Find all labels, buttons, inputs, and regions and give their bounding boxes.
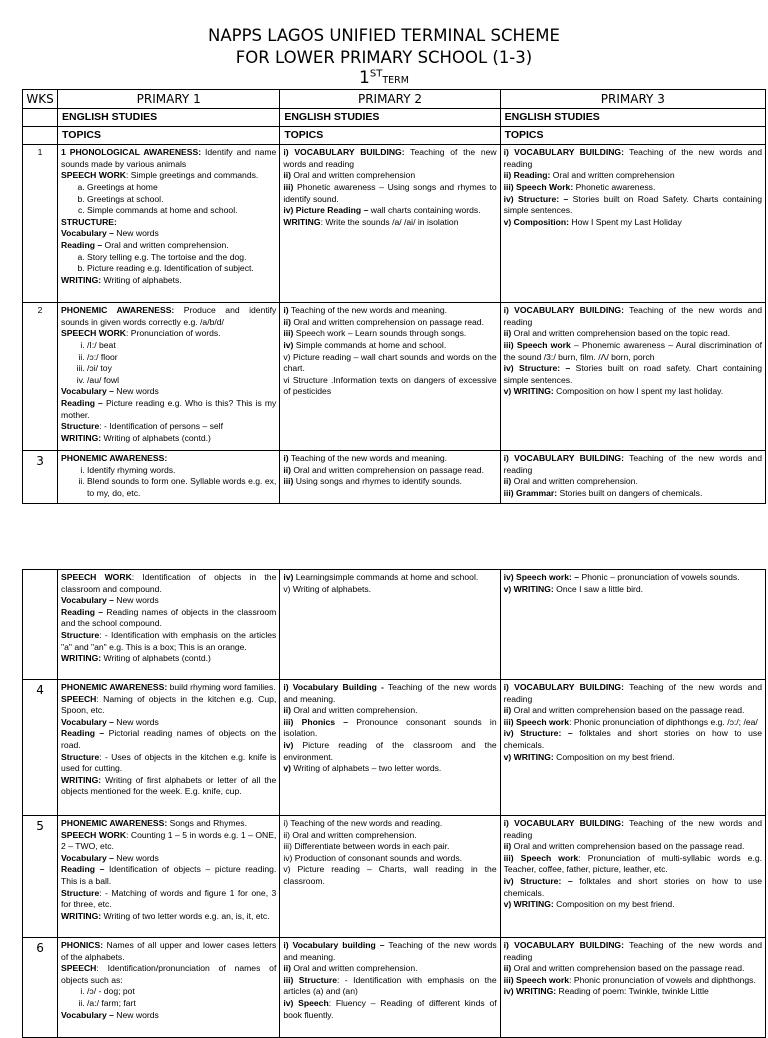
week-row-3-continued	[23, 570, 766, 680]
col-header-wks: WKS	[23, 90, 58, 109]
term-heading: 1STTERM	[359, 68, 409, 88]
week4-primary1-cell: PHONEMIC AWARENESS: build rhyming word families. SPEECH: Naming of objects in the kitchen e.g. Cup, Spoon, etc. Vocabulary – New words Reading – Pictorial reading names of objects on the road. Structure: - Uses of objects in the kitchen e.g. knife is used for cutting. WRITING: Writing of first alphabets or letter of all the objects mentioned for the week. E.g. knife, cup.	[58, 680, 280, 816]
subject-label: ENGLISH STUDIES	[58, 109, 280, 127]
week3-primary3-cell: i) VOCABULARY BUILDING: Teaching of the new words and reading ii) Oral and written comprehension. iii) Grammar: Stories built on dangers of chemicals.	[500, 451, 765, 503]
week-row-4	[23, 680, 766, 816]
week2-primary3-cell: i) VOCABULARY BUILDING: Teaching of the new words and reading ii) Oral and written comprehension based on the topic read. iii) Speech work – Phonemic awareness – Aural discrimination of the sound /3:/ burn, film. /Λ/ born, porch iv) Structure: – Stories built on road safety. Chart containing simple sentences. v) WRITING: Composition on how I spent my last holiday.	[500, 303, 765, 451]
scheme-title-line2: FOR LOWER PRIMARY SCHOOL (1-3)	[235, 48, 533, 67]
week4-primary3-cell: i) VOCABULARY BUILDING: Teaching of the new words and reading ii) Oral and written comprehension based on the passage read. iii) Speech work: Phonic pronunciation of diphthongs e.g. /ɔ:/; /ea/ iv) Structure: – folktales and short stories on how to use chemicals. v) WRITING: Composition on my best friend.	[500, 680, 765, 816]
week-number: 3	[23, 451, 58, 503]
scheme-table-page-continued	[22, 569, 766, 1038]
subject-label: ENGLISH STUDIES	[500, 109, 765, 127]
week6-primary2-cell: i) Vocabulary building – Teaching of the new words and meaning. ii) Oral and written comprehension. iii) Structure: - Identification with emphasis on the articles (a) and (an) iv) Speech: Fluency – Reading of different kinds of book fluently.	[280, 938, 500, 1038]
subject-label: ENGLISH STUDIES	[280, 109, 500, 127]
week-number: 2	[23, 303, 58, 451]
week-row-6	[23, 938, 766, 1038]
topics-label: TOPICS	[58, 127, 280, 145]
week6-primary3-cell: i) VOCABULARY BUILDING: Teaching of the new words and reading ii) Oral and written comprehension based on the passage read. iii) Speech work: Phonic pronunciation of vowels and diphthongs. iv) WRITING: Reading of poem: Twinkle, twinkle Little	[500, 938, 765, 1038]
week-row-5	[23, 816, 766, 938]
week1-primary2-cell: i) VOCABULARY BUILDING: Teaching of the new words and reading ii) Oral and written comprehension iii) Phonetic awareness – Using songs and rhymes to identify sound. iv) Picture Reading – wall charts containing words. WRITING: Write the sounds /a/ /ai/ in isolation	[280, 145, 500, 303]
week4-primary2-cell: i) Vocabulary Building - Teaching of the new words and meaning. ii) Oral and written comprehension. iii) Phonics – Pronounce consonant sounds in isolation. iv) Picture reading of the classroom and the environment. v) Writing of alphabets – two letter words.	[280, 680, 500, 816]
week1-primary1-cell: 1 PHONOLOGICAL AWARENESS: Identify and name sounds made by various animals SPEECH WORK: Simple greetings and commands. a. Greetings at home b. Greetings at school. c. Simple commands at home and school. STRUCTURE: Vocabulary – New words Reading – Oral and written comprehension. a. Story telling e.g. The tortoise and the dog. b. Picture reading e.g. Identification of subject. WRITING: Writing of alphabets.	[58, 145, 280, 303]
week1-primary3-cell: i) VOCABULARY BUILDING: Teaching of the new words and reading ii) Reading: Oral and written comprehension iii) Speech Work: Phonetic awareness. iv) Structure: – Stories built on Road Safety. Charts containing simple sentences. v) Composition: How I Spent my Last Holiday	[500, 145, 765, 303]
week-number: 5	[23, 816, 58, 938]
col-header-primary-3: PRIMARY 3	[500, 90, 765, 109]
week3-primary1-cell: PHONEMIC AWARENESS: i. Identify rhyming words. ii. Blend sounds to form one. Syllable words e.g. ex, to my, do, etc.	[58, 451, 280, 503]
week5-primary2-cell: i) Teaching of the new words and reading. ii) Oral and written comprehension. iii) Differentiate between words in each pair. iv) Production of consonant sounds and words. v) Picture reading – Charts, wall reading in the classroom.	[280, 816, 500, 938]
week-row-1	[23, 145, 766, 303]
week-row-2	[23, 303, 766, 451]
week6-primary1-cell: PHONICS: Names of all upper and lower cases letters of the alphabets. SPEECH: Identification/pronunciation of names of objects such as: i. /ɔ/ - dog; pot ii. /a:/ farm; fart Vocabulary – New words	[58, 938, 280, 1038]
week5-primary3-cell: i) VOCABULARY BUILDING: Teaching of the new words and reading ii) Oral and written comprehension based on the passage read. iii) Speech work: Pronunciation of multi-syllabic words e.g. Teacher, coffee, father, picture, leather, etc. iv) Structure: – folktales and short stories on how to use chemicals. v) WRITING: Composition on my best friend.	[500, 816, 765, 938]
week5-primary1-cell: PHONEMIC AWARENESS: Songs and Rhymes. SPEECH WORK: Counting 1 – 5 in words e.g. 1 – ONE, 2 – TWO, etc. Vocabulary – New words Reading – Identification of objects – picture reading. This is a ball. Structure: - Matching of words and figure 1 for one, 3 for three, etc. WRITING: Writing of two letter words e.g. an, is, it, etc.	[58, 816, 280, 938]
col-header-primary-1: PRIMARY 1	[58, 90, 280, 109]
week-row-3	[23, 451, 766, 503]
week-number: 1	[23, 145, 58, 303]
week3-primary2-cell: i) Teaching of the new words and meaning. ii) Oral and written comprehension on passage read. iii) Using songs and rhymes to identify sounds.	[280, 451, 500, 503]
scheme-title-line1: NAPPS LAGOS UNIFIED TERMINAL SCHEME	[208, 26, 560, 45]
topics-label: TOPICS	[280, 127, 500, 145]
week3-primary1-continued-cell: SPEECH WORK: Identification of objects in the classroom and compound. Vocabulary – New words Reading – Reading names of objects in the classroom and the school compound. Structure: - Identification with emphasis on the articles "a" and "an" e.g. This is a box; This is an orange. WRITING: Writing of alphabets (contd.)	[58, 570, 280, 680]
week2-primary2-cell: i) Teaching of the new words and meaning. ii) Oral and written comprehension on passage read. iii) Speech work – Learn sounds through songs. iv) Simple commands at home and school. v) Picture reading – wall chart sounds and words on the chart. vi Structure .Information texts on dangers of excessive of pesticides	[280, 303, 500, 451]
col-header-primary-2: PRIMARY 2	[280, 90, 500, 109]
week3-primary3-continued-cell: iv) Speech work: – Phonic – pronunciation of vowels sounds. v) WRITING: Once I saw a little bird.	[500, 570, 765, 680]
week3-primary2-continued-cell: iv) Learningsimple commands at home and school. v) Writing of alphabets.	[280, 570, 500, 680]
week-number: 4	[23, 680, 58, 816]
scheme-table-page-top	[22, 89, 766, 504]
topics-label: TOPICS	[500, 127, 765, 145]
week2-primary1-cell: PHONEMIC AWARENESS: Produce and identify sounds in given words correctly e.g. /a/b/d/ SPEECH WORK: Pronunciation of words. i. /I:/ beat ii. /ɔ:/ floor iii. /ɔi/ toy iv. /au/ fowl Vocabulary – New words Reading – Picture reading e.g. Who is this? This is my mother. Structure: - Identification of persons – self WRITING: Writing of alphabets (contd.)	[58, 303, 280, 451]
week-number: 6	[23, 938, 58, 1038]
